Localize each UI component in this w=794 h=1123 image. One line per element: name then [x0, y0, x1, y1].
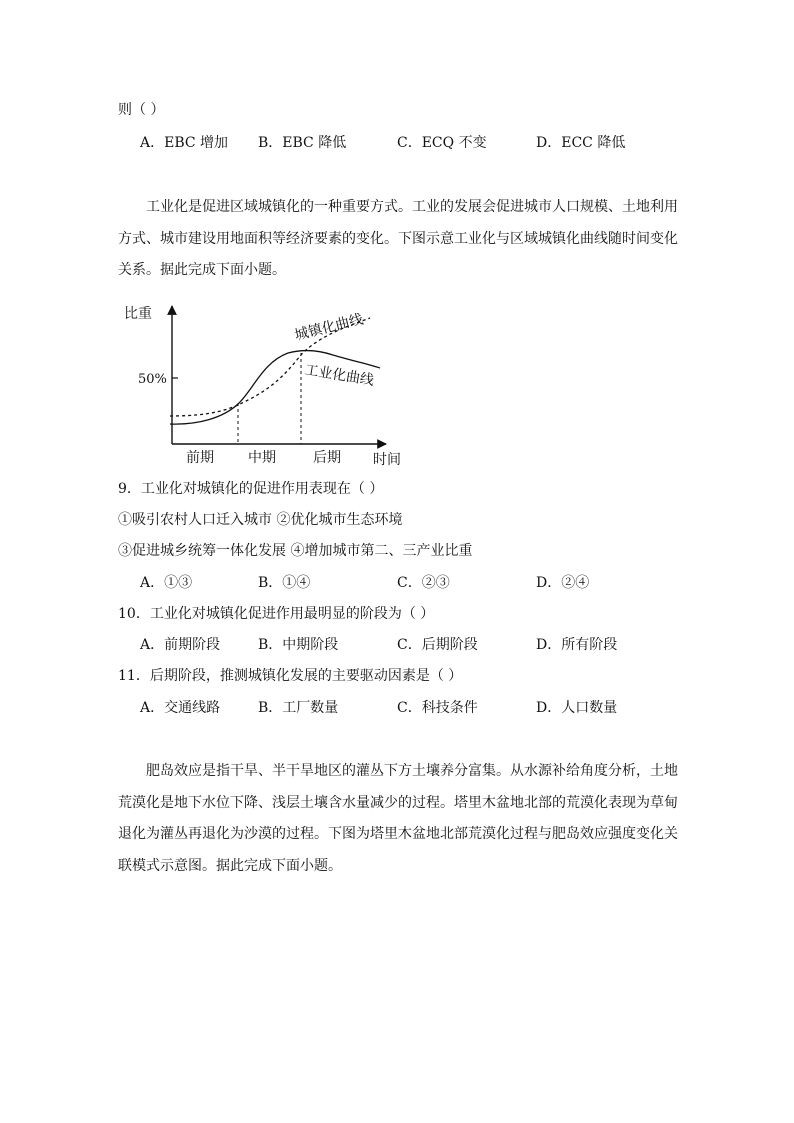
- q11-option-a: A．交通线路: [140, 700, 221, 716]
- q9-option-d: D．②④: [536, 575, 590, 591]
- urbanization-curve-label: 城镇化曲线: [293, 311, 365, 344]
- x-axis-label: 时间: [373, 452, 401, 468]
- q9-items-2: ③促进城乡统筹一体化发展 ④增加城市第二、三产业比重: [118, 543, 473, 559]
- q10-option-c: C．后期阶段: [397, 637, 478, 653]
- q9-option-a: A．①③: [140, 575, 193, 591]
- question-stem-tail: 则（ ）: [118, 102, 165, 118]
- stage-label-late: 后期: [313, 450, 341, 466]
- q11-option-d: D．人口数量: [536, 700, 618, 716]
- stage-label-early: 前期: [186, 450, 214, 466]
- q11-stem: 11．后期阶段，推测城镇化发展的主要驱动因素是（ ）: [118, 668, 463, 684]
- q10-option-d: D．所有阶段: [536, 637, 618, 653]
- y-axis-label: 比重: [124, 306, 152, 322]
- option-c: C．ECQ 不变: [397, 135, 487, 151]
- option-a: A．EBC 增加: [140, 135, 229, 151]
- q11-option-c: C．科技条件: [397, 700, 478, 716]
- q10-option-b: B．中期阶段: [258, 637, 339, 653]
- option-b: B．EBC 降低: [258, 135, 347, 151]
- q9-option-c: C．②③: [397, 575, 450, 591]
- y-tick-label: 50%: [138, 372, 167, 387]
- q9-stem: 9．工业化对城镇化的促进作用表现在（ ）: [118, 481, 384, 497]
- q9-option-b: B．①④: [258, 575, 311, 591]
- stage-label-middle: 中期: [248, 450, 276, 466]
- q10-option-a: A．前期阶段: [140, 637, 221, 653]
- q11-option-b: B．工厂数量: [258, 700, 339, 716]
- industrialization-curve: [170, 351, 380, 425]
- option-d: D．ECC 降低: [536, 135, 626, 151]
- industrialization-urbanization-figure: [118, 296, 418, 471]
- q9-items-1: ①吸引农村人口迁入城市 ②优化城市生态环境: [118, 512, 403, 528]
- passage-industrialization: 工业化是促进区域城镇化的一种重要方式。工业的发展会促进城市人口规模、土地利用方式、城市建设用地面积等经济要素的变化。下图示意工业化与区域城镇化曲线随时间变化关系。据此完成下面小题。: [118, 199, 678, 278]
- q10-stem: 10．工业化对城镇化促进作用最明显的阶段为（ ）: [118, 606, 435, 622]
- industrialization-curve-label: 工业化曲线: [303, 362, 376, 389]
- passage-fertile-island: 肥岛效应是指干旱、半干旱地区的灌丛下方土壤养分富集。从水源补给角度分析，土地荒漠化是地下水位下降、浅层土壤含水量减少的过程。塔里木盆地北部的荒漠化表现为草甸退化为灌丛再退化为沙漠的过程。下图为塔里木盆地北部荒漠化过程与肥岛效应强度变化关联模式示意图。据此完成下面小题。: [118, 763, 678, 874]
